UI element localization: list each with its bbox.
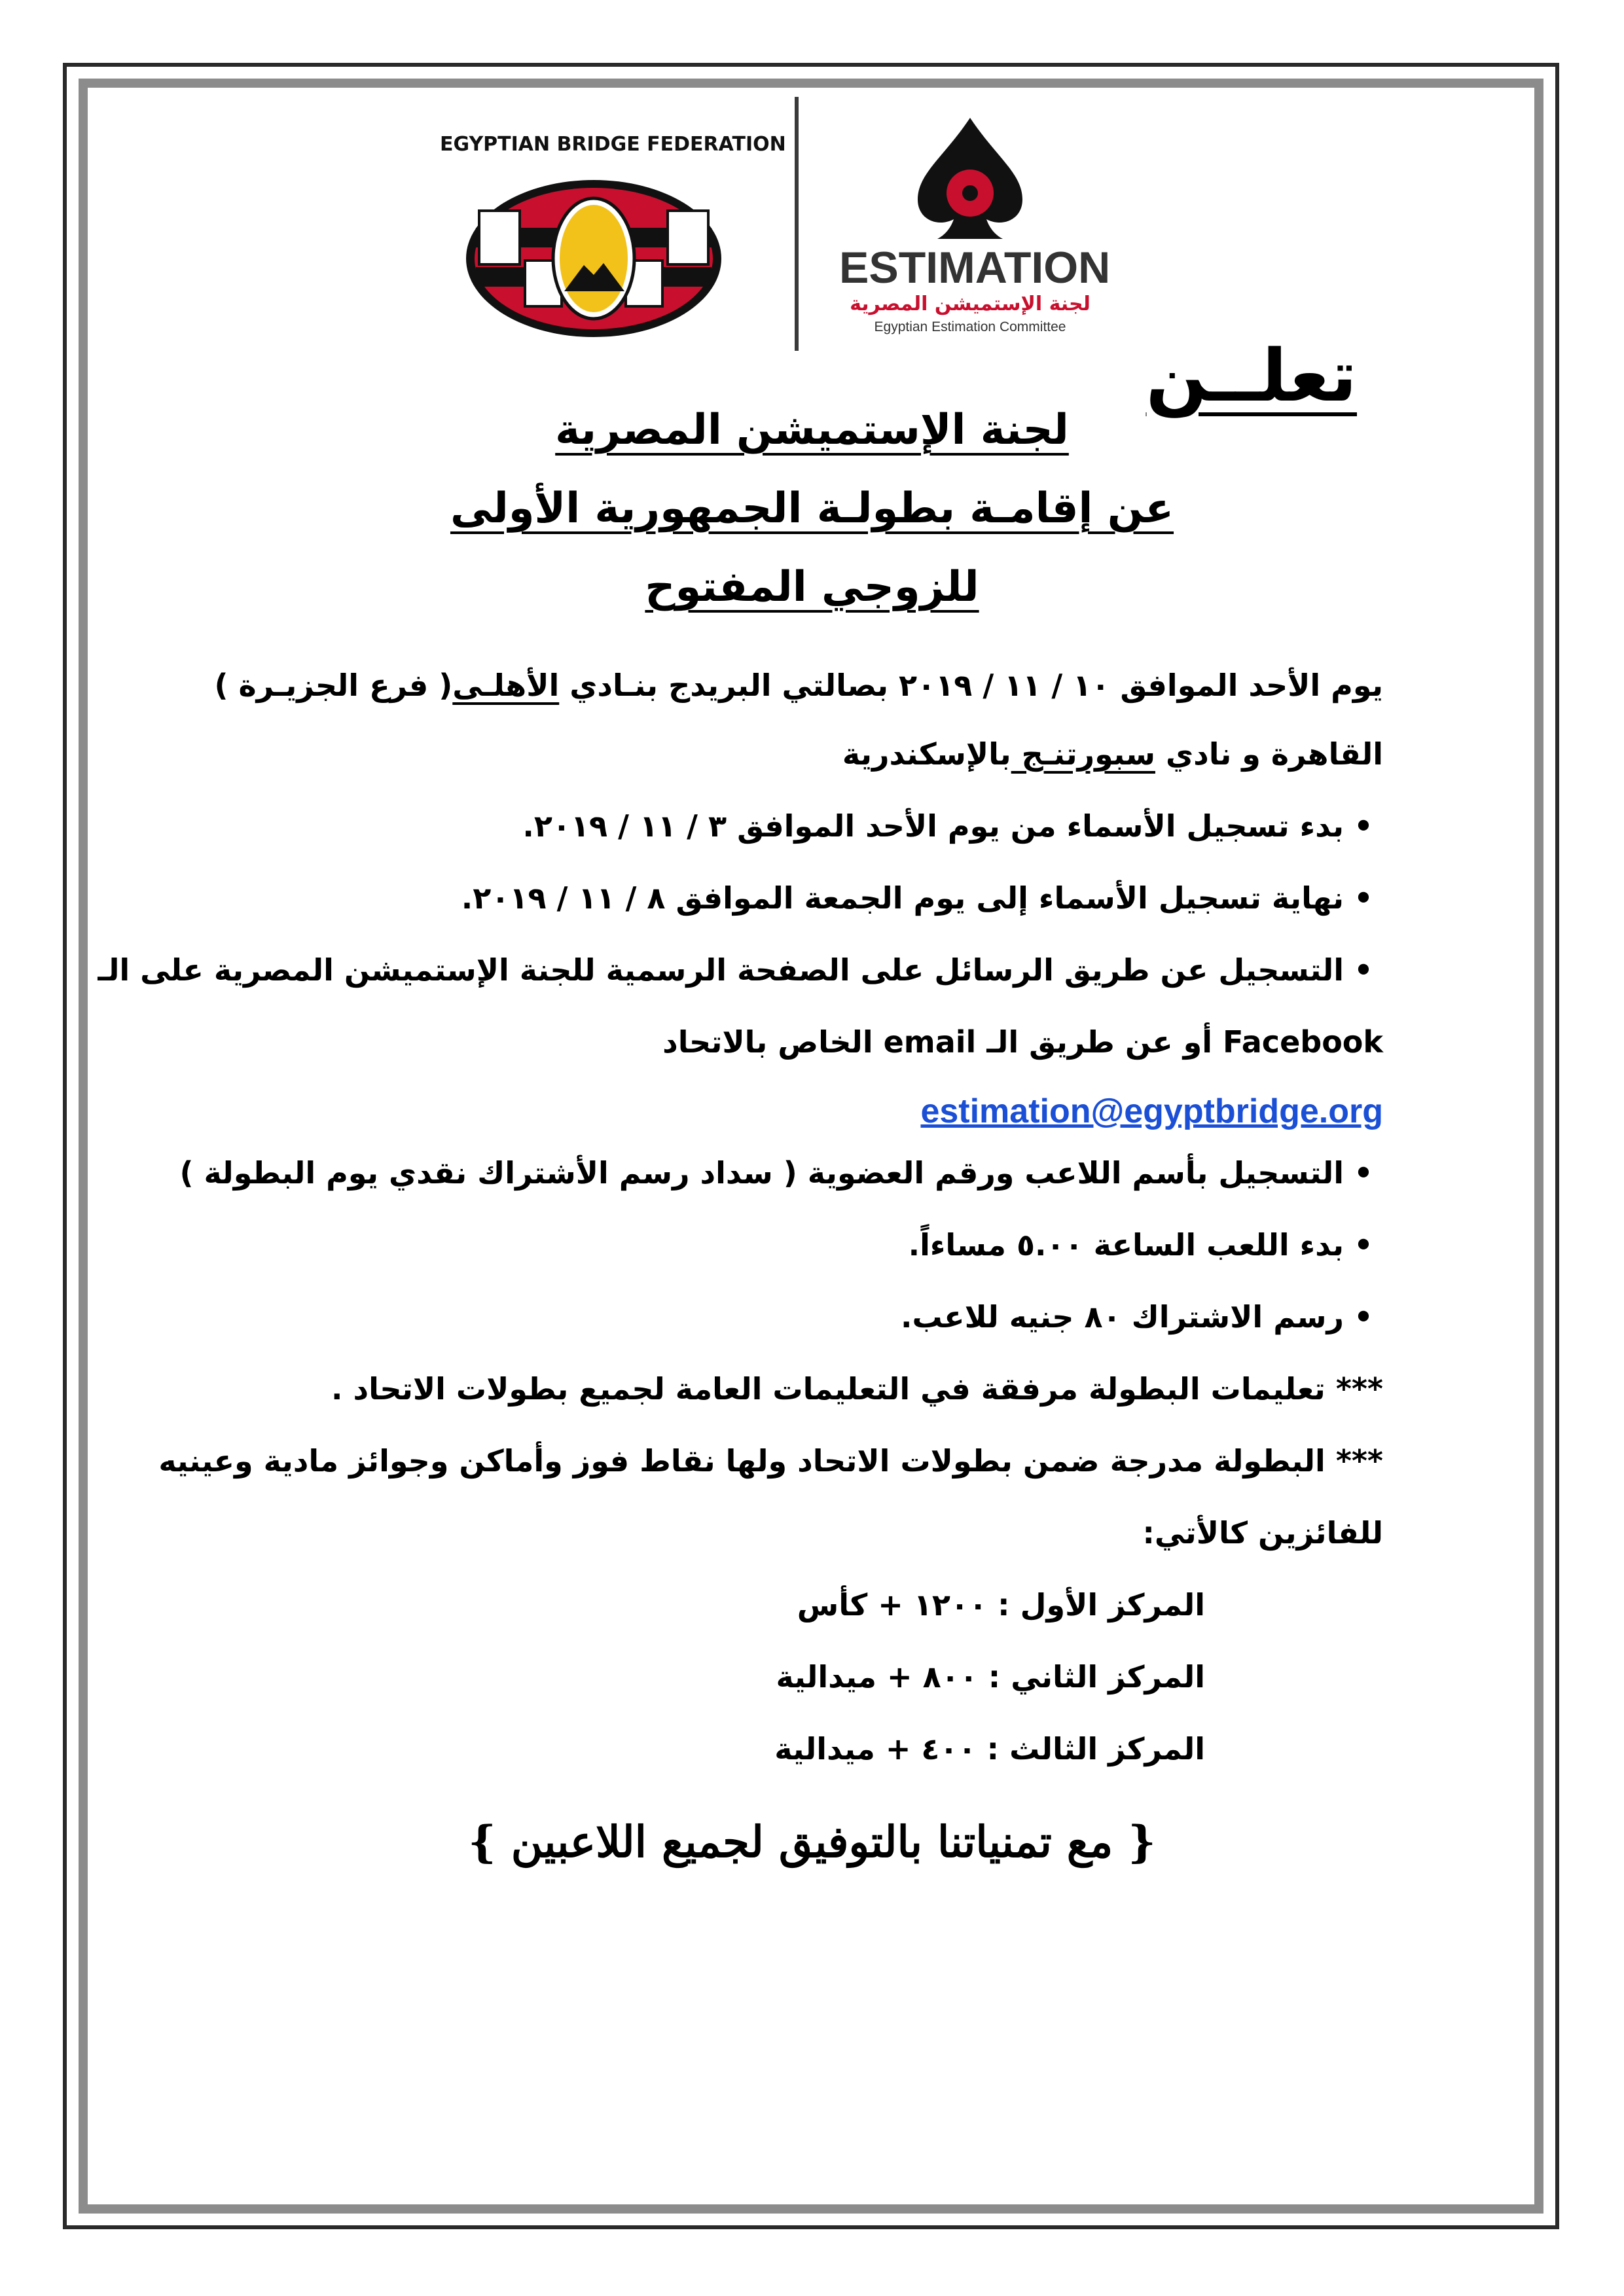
note-prizes: *** البطولة مدرجة ضمن بطولات الاتحاد ولها نقاط فوز وأماكن وجوائز مادية وعينيه xyxy=(158,1443,1383,1479)
estimation-logo-name: ESTIMATION xyxy=(839,243,1111,293)
title-line-2: عن إقامـة بطولـة الجمهورية الأولى xyxy=(450,484,1174,533)
club-sporting: سبورتنـج xyxy=(1011,736,1155,772)
intro-text: يوم الأحد الموافق ١٠ / ١١ / ٢٠١٩ بصالتي البريدج بنـادي xyxy=(559,668,1383,703)
bullet-text: بدء اللعب الساعة ٥.٠٠ مساءاً. xyxy=(908,1227,1344,1263)
bullet-registration-method xyxy=(98,952,1383,988)
prize-third: المركز الثالث : ٤٠٠ + ميدالية xyxy=(774,1731,1205,1767)
intro-branch: ( فرع الجزيـرة ) xyxy=(214,668,453,703)
bullet-text: رسم الاشتراك ٨٠ جنيه للاعب. xyxy=(901,1299,1344,1335)
note-instructions: *** تعليمات البطولة مرفقة في التعليمات العامة لجميع بطولات الاتحاد . xyxy=(331,1371,1383,1407)
bullet-icon: • xyxy=(1354,808,1373,844)
ebf-logo-text: EGYPTIAN BRIDGE FEDERATION xyxy=(440,133,786,156)
spade-icon xyxy=(839,111,1101,242)
bullet-icon: • xyxy=(1354,1227,1373,1263)
intro-text: القاهرة و نادي xyxy=(1155,736,1383,772)
estimation-logo-arabic: لجنة الإستميشن المصرية xyxy=(850,293,1091,315)
ebf-logo xyxy=(440,133,786,340)
note-prizes-continued: للفائزين كالأتي: xyxy=(1142,1515,1383,1551)
bullet-icon: • xyxy=(1354,952,1373,988)
estimation-logo xyxy=(839,111,1111,347)
bullet-text: التسجيل عن طريق الرسائل على الصفحة الرسمية للجنة الإستميشن المصرية على الـ xyxy=(98,952,1344,988)
bullet-icon: • xyxy=(1354,1155,1373,1191)
club-ahly: الأهلـى xyxy=(452,668,560,703)
bullet-start-time xyxy=(909,1227,1383,1263)
logo-divider xyxy=(795,97,799,351)
title-line-3: للزوجي المفتوح xyxy=(645,563,979,611)
estimation-logo-subtitle: Egyptian Estimation Committee xyxy=(874,319,1066,334)
prize-first: المركز الأول : ١٢٠٠ + كأس xyxy=(797,1587,1205,1623)
email-link[interactable]: estimation@egyptbridge.org xyxy=(920,1092,1383,1130)
bullet-registration-details xyxy=(179,1155,1383,1191)
bullet-fee xyxy=(901,1299,1383,1335)
bullet-registration-start xyxy=(522,808,1383,844)
intro-line-2 xyxy=(842,736,1383,772)
bullet-text: بدء تسجيل الأسماء من يوم الأحد الموافق ٣ / ١١ / ٢٠١٩. xyxy=(522,808,1344,844)
intro-line-1 xyxy=(214,668,1383,703)
prize-second: المركز الثاني : ٨٠٠ + ميدالية xyxy=(776,1659,1205,1695)
registration-method-line-2: Facebook أو عن طريق الـ email الخاص بالاتحاد xyxy=(662,1024,1383,1060)
bullet-text: التسجيل بأسم اللاعب ورقم العضوية ( سداد رسم الأشتراك نقدي يوم البطولة ) xyxy=(179,1155,1344,1191)
bullet-text: نهاية تسجيل الأسماء إلى يوم الجمعة الموافق ٨ / ١١ / ٢٠١٩. xyxy=(461,880,1344,916)
announce-heading: تعلــن xyxy=(1146,334,1357,418)
intro-city: بالإسكندرية xyxy=(842,736,1011,772)
bullet-registration-end xyxy=(461,880,1383,916)
bullet-icon: • xyxy=(1354,1299,1373,1335)
closing-wishes: { مع تمنياتنا بالتوفيق لجميع اللاعبين } xyxy=(468,1816,1156,1867)
title-line-1: لجنة الإستميشن المصرية xyxy=(555,406,1069,454)
bullet-icon: • xyxy=(1354,880,1373,916)
